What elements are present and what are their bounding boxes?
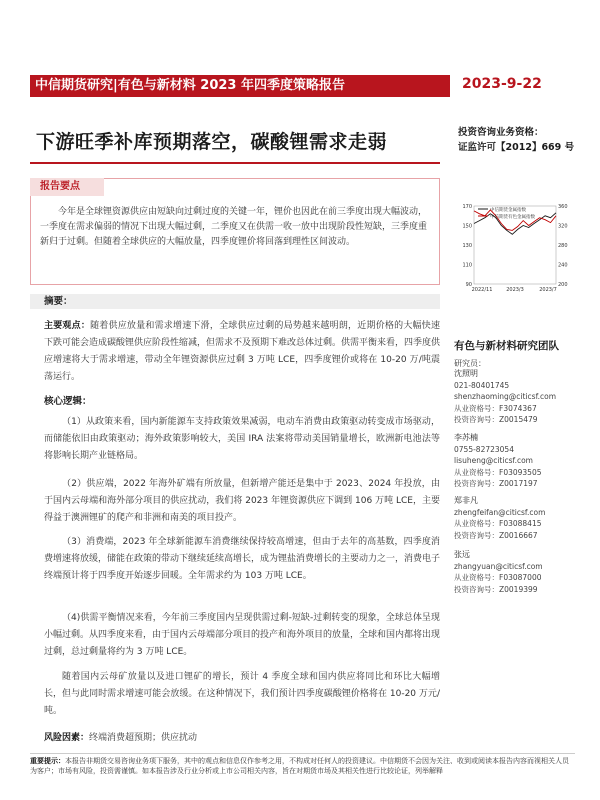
logic-paragraph-2: （2）供应端，2022 年海外矿端有所放量，但新增产能还是集中于 2023、2024 年投放，由于国内云母端和海外部分项目的供应扰动，我们将 2023 年锂资源供应下调到 106 万吨 LCE，主要得益于澳洲锂矿的爬产和非洲和南美的项目投产。 xyxy=(44,479,440,523)
logic-paragraph-1: （1）从政策来看，国内新能源车支持政策效果减弱，电动车消费由政策驱动转变成市场驱动，而储能依旧由政策驱动；海外政策影响较大，美国 IRA 法案将带动美国销量增长，欧洲新电池法等将影响长期产业链格局。 xyxy=(44,417,440,461)
right-tick-label: 280 xyxy=(558,243,568,249)
risk-label: 风险因素： xyxy=(44,733,90,743)
analyst-name: 张远 xyxy=(454,550,470,559)
x-tick-label: 2022/11 xyxy=(471,287,493,293)
x-tick-label: 2023/3 xyxy=(506,287,524,293)
disclaimer-text: 本报告非期货交易咨询业务项下服务，其中的观点和信息仅作参考之用，不构成对任何人的投资建议。中信期货不会因为关注、收到或阅读本报告内容而视相关人员为客户；市场有风险，投资需谨慎。如本报告涉及行业分析或上市公司相关内容，旨在对期货市场及其相关性进行比较论证，列举解释 xyxy=(30,757,569,775)
team-label: 研究员： xyxy=(454,359,486,368)
risk-factors xyxy=(44,730,440,747)
analyst-cert-2: 投资咨询号：Z0017197 xyxy=(454,479,538,488)
summary-tag: 报告要点 xyxy=(30,178,104,196)
logic-head: 核心逻辑： xyxy=(44,396,92,407)
logic-paragraph-5: 随着国内云母矿放量以及进口锂矿的增长，预计 4 季度全球和国内供应将同比和环比大幅增长，但与此同时需求增速可能会放缓。在这种情况下，我们预计四季度碳酸锂价格将在 10-20 万元/吨。 xyxy=(44,672,440,716)
legend-label: 中信期货金属指数 xyxy=(490,208,526,213)
analyst-name: 沈照明 xyxy=(454,369,478,378)
disclaimer-label: 重要提示： xyxy=(30,757,65,765)
analyst-phone: 021-80401745 xyxy=(454,380,510,390)
analyst-email[interactable]: zhangyuan@citicsf.com xyxy=(454,561,543,571)
main-view-label: 主要观点： xyxy=(44,321,91,331)
analyst-card xyxy=(454,432,584,490)
risk-text: 终端消费超预期；供应扰动 xyxy=(89,733,198,743)
report-banner: 中信期货研究|有色与新材料 2023 年四季度策略报告 xyxy=(30,75,450,97)
left-tick-label: 130 xyxy=(462,243,472,249)
right-tick-label: 200 xyxy=(558,282,568,288)
title-divider xyxy=(30,162,440,164)
logic-paragraph-3: （3）消费端，2023 年全球新能源车消费继续保持较高增速，但由于去年的高基数，四季度消费增速将放缓，储能在政策的带动下继续延续高增长，成为锂盐消费增长的主要动力之一，消费电子终端预计将于四季度开始逐步回暖。全年需求约为 103 万吨 LCE。 xyxy=(44,537,441,581)
right-tick-label: 240 xyxy=(558,262,568,269)
analyst-phone: 0755-82723054 xyxy=(454,444,514,454)
analyst-email[interactable]: shenzhaoming@citicsf.com xyxy=(454,392,557,401)
license-line-1: 投资咨询业务资格： xyxy=(458,127,544,138)
analyst-email[interactable]: zhengfeifan@citicsf.com xyxy=(454,507,546,517)
analyst-cert-1: 从业资格号：F03093505 xyxy=(454,467,542,477)
x-tick-label: 2023/7 xyxy=(539,287,557,293)
footer-divider xyxy=(30,753,575,754)
left-tick-label: 170 xyxy=(462,204,472,210)
chart-svg xyxy=(454,196,574,300)
analyst-email[interactable]: lisuheng@citicsf.com xyxy=(454,456,533,465)
license-line-2: 证监许可【2012】669 号 xyxy=(458,142,575,153)
analyst-name: 李苏楠 xyxy=(454,433,478,442)
analyst-cert-1: 从业资格号：F3074367 xyxy=(454,403,537,413)
analyst-card xyxy=(454,495,584,541)
abstract-head: 摘要： xyxy=(30,294,440,309)
logic-paragraph-4: （4)供需平衡情况来看，今年前三季度国内呈现供需过剩-短缺-过剩转变的现象，全球总体呈现小幅过剩。从四季度来看，由于国内云母端部分项目的投产和海外项目的放量，全球和国内都将出现过剩，总过剩量将约为 3 万吨 LCE。 xyxy=(44,613,441,657)
analyst-card xyxy=(454,549,584,595)
right-tick-label: 320 xyxy=(558,223,568,230)
summary-text: 今年是全球锂资源供应由短缺向过剩过度的关键一年，锂价也因此在前三季度出现大幅波动，一季度在需求偏弱的情况下出现大幅过剩，二季度又在供需一收一放中出现阶段性短缺，三季度重新归于过剩。但随着全球供应的大幅放量，四季度锂价将回落到理性区间波动。 xyxy=(40,207,428,247)
analyst-name: 郑非凡 xyxy=(454,496,478,505)
page-title: 下游旺季补库预期落空，碳酸锂需求走弱 xyxy=(36,131,388,153)
analyst-cert-2: 投资咨询号：Z0019399 xyxy=(454,584,538,594)
left-tick-label: 150 xyxy=(462,223,472,230)
main-view xyxy=(44,318,440,386)
left-tick-label: 90 xyxy=(465,282,472,288)
report-date: 2023-9-22 xyxy=(462,76,542,92)
analyst-cert-2: 投资咨询号：Z0015479 xyxy=(454,415,538,424)
left-tick-label: 110 xyxy=(462,262,472,269)
main-view-text: 随着供应放量和需求增速下滑，全球供应过剩的局势越来越明朗，近期价格的大幅快速下跌可能会造成碳酸锂供应阶段性缩减，但需求不及预期下难改总体过剩。供需平衡来看，四季度供应增速将大于需求增速，带动全年锂资源供应过剩 3 万吨 LCE，四季度锂价或将在 10-20 万/吨震荡运行。 xyxy=(44,321,441,382)
legend-label: 中信期货有色金属指数 xyxy=(490,215,535,220)
analyst-card xyxy=(454,368,584,426)
analyst-cert-1: 从业资格号：F03088415 xyxy=(454,519,542,528)
team-title: 有色与新材料研究团队 xyxy=(454,340,559,352)
index-chart xyxy=(454,196,574,300)
license-info xyxy=(458,125,574,155)
analyst-cert-1: 从业资格号：F03087000 xyxy=(454,573,542,582)
disclaimer xyxy=(30,756,575,800)
right-tick-label: 360 xyxy=(558,204,568,210)
analyst-cert-2: 投资咨询号：Z0016667 xyxy=(454,530,538,540)
